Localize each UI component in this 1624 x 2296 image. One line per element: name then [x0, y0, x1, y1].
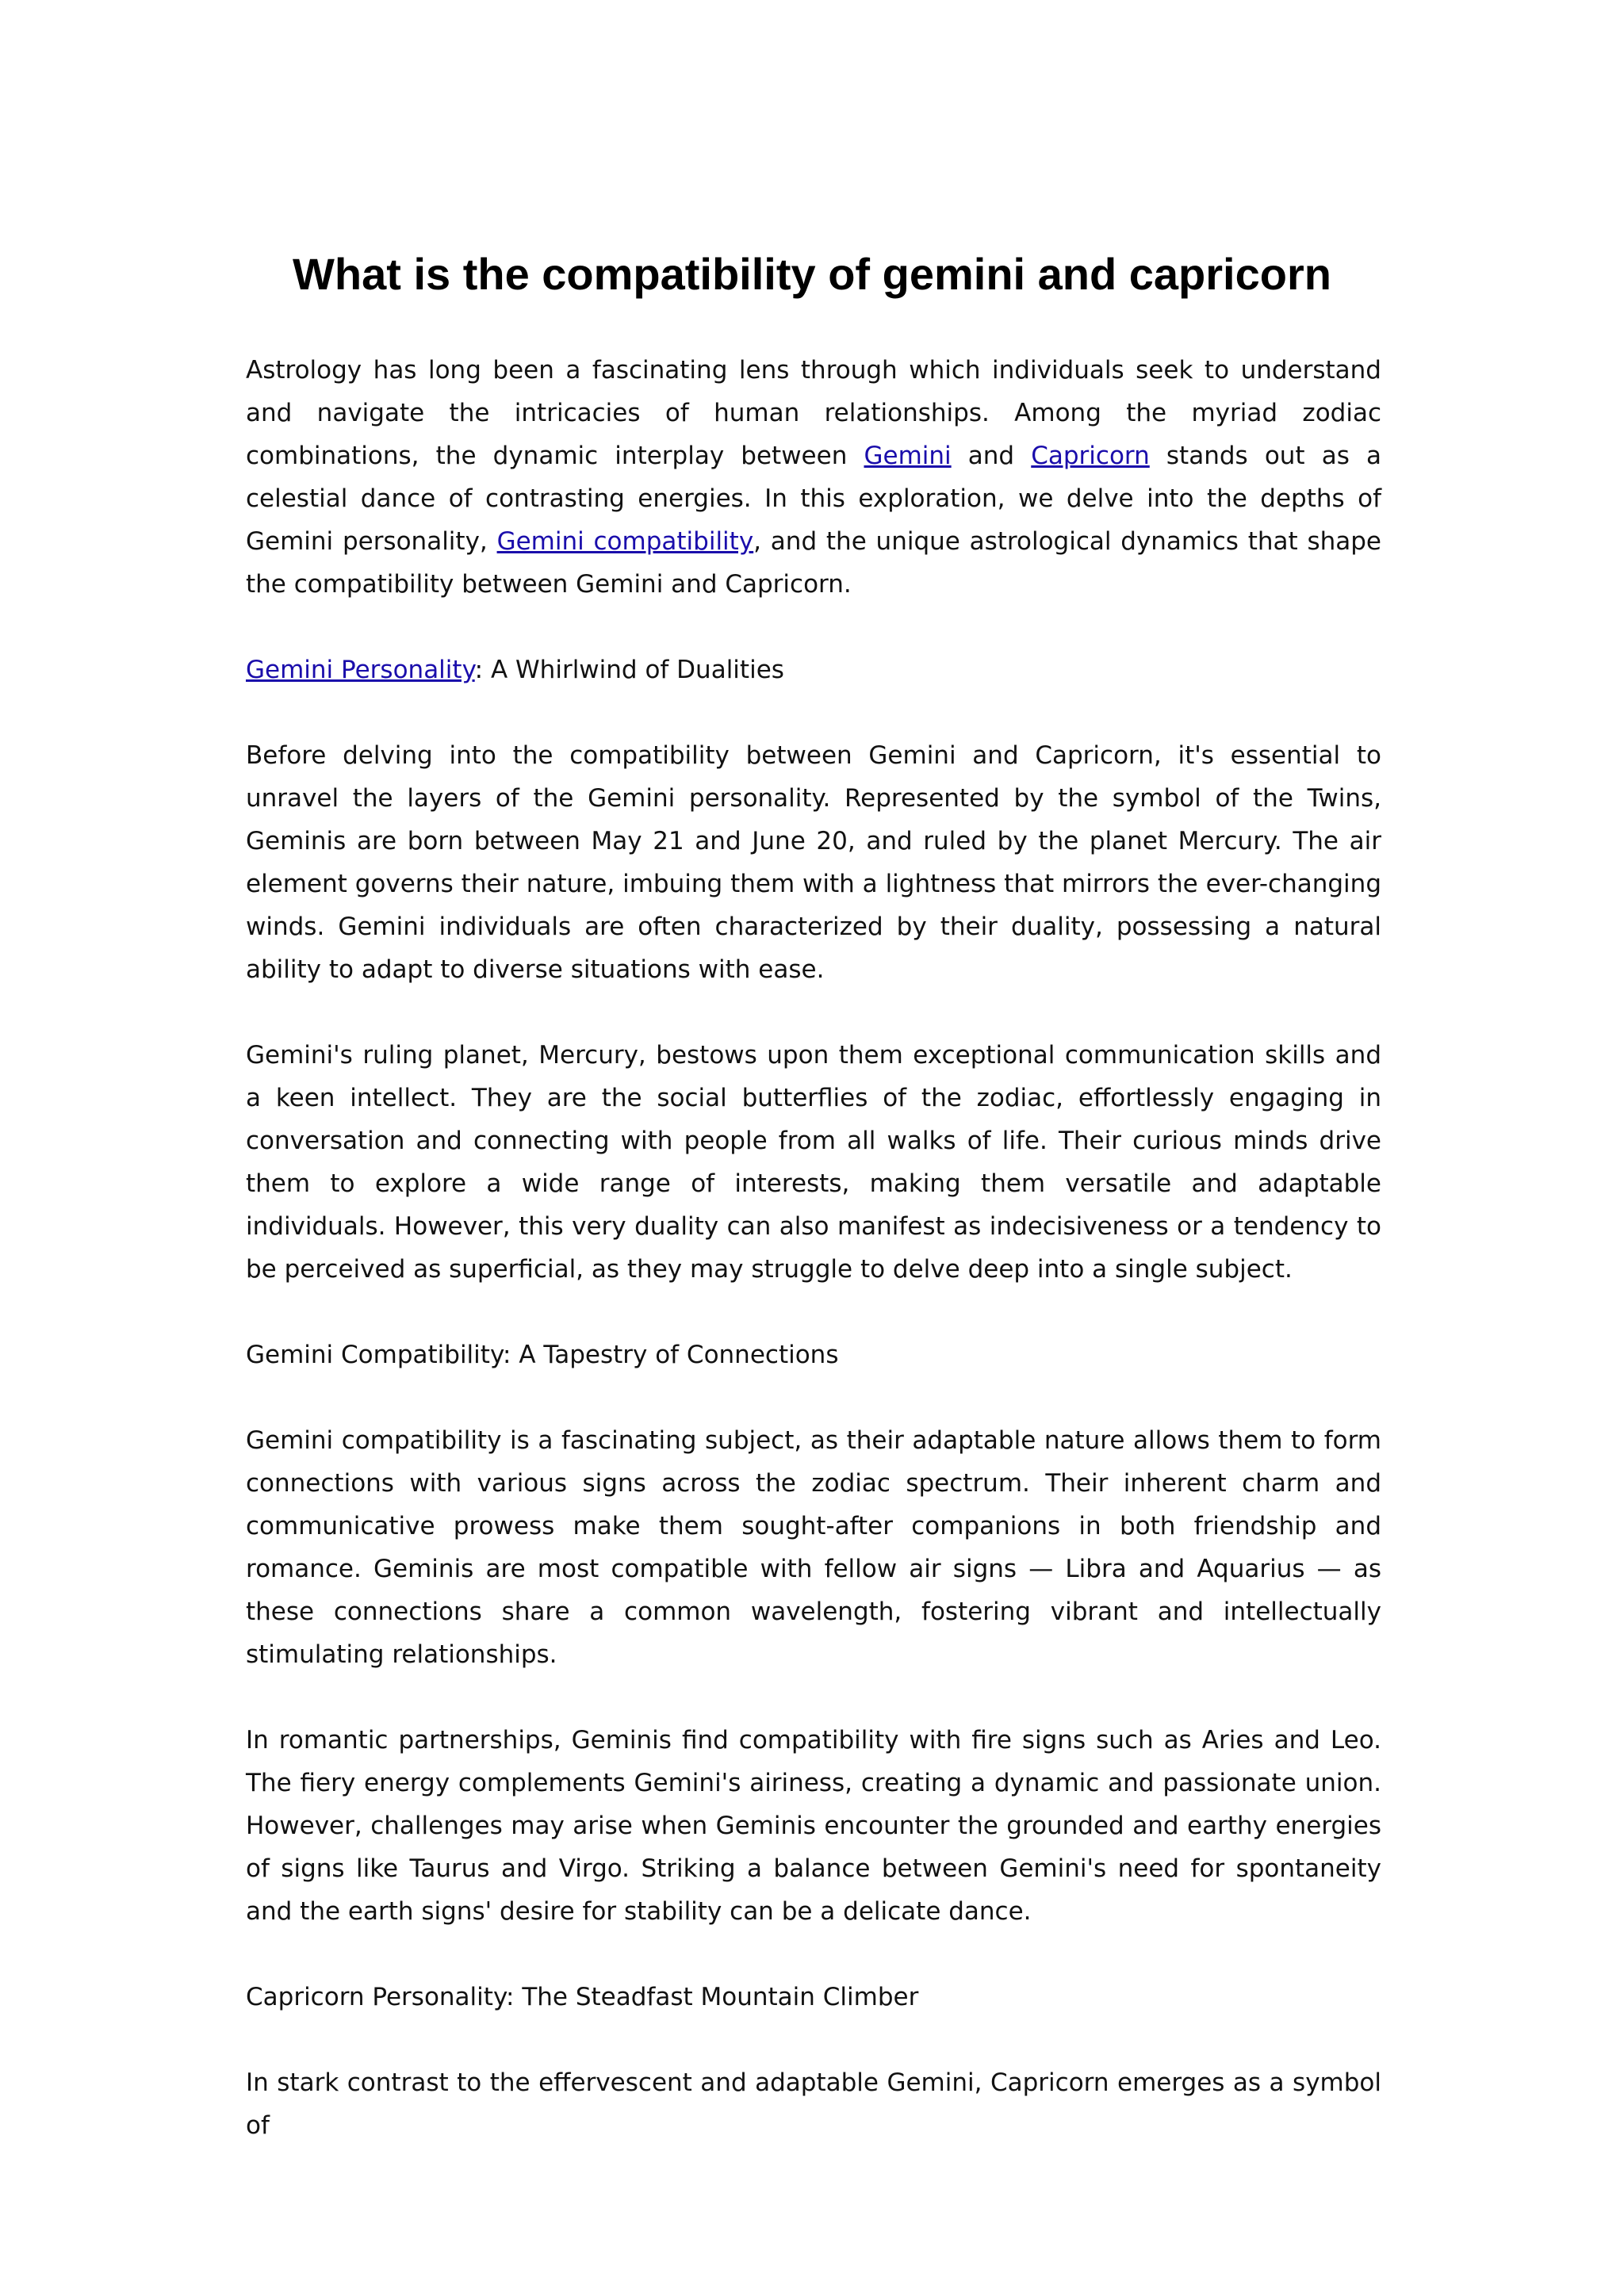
section-heading-gemini-personality: [246, 649, 1381, 691]
intro-text-1: Astrology has long been a fascinating lens through which individuals seek to understand and navigate the intricacies of human relationships. Among the myriad zodiac combinations, the dynamic interplay between: [246, 356, 1381, 470]
gemini-compatibility-paragraph-1: Gemini compatibility is a fascinating subject, as their adaptable nature allows them to form connections with various signs across the zodiac spectrum. Their inherent charm and communicative prowess make them sought-after companions in both friendship and romance. Geminis are most compatible with fellow air signs — Libra and Aquarius — as these connections share a common wavelength, fostering vibrant and intellectually stimulating relationships.: [246, 1426, 1381, 1669]
intro-text-3: stands out as a celestial dance of contrasting energies. In this exploration, we delve into the depths of Gemini personality,: [246, 442, 1381, 556]
gemini-link[interactable]: Gemini: [864, 442, 952, 470]
gemini-compatibility-paragraph-2: In romantic partnerships, Geminis find compatibility with fire signs such as Aries and Leo. The fiery energy complements Gemini's airiness, creating a dynamic and passionate union. However, challenges may arise when Geminis encounter the grounded and earthy energies of signs like Taurus and Virgo. Striking a balance between Gemini's need for spontaneity and the earth signs' desire for stability can be a delicate dance.: [246, 1726, 1381, 1926]
section-heading-capricorn-personality: Capricorn Personality: The Steadfast Mountain Climber: [246, 1983, 919, 2011]
gemini-compatibility-link[interactable]: Gemini compatibility: [496, 527, 754, 556]
intro-paragraph: [246, 349, 1381, 606]
capricorn-link[interactable]: Capricorn: [1031, 442, 1150, 470]
section-heading-gemini-personality-text: : A Whirlwind of Dualities: [474, 656, 784, 684]
gemini-personality-paragraph-1: Before delving into the compatibility between Gemini and Capricorn, it's essential to unravel the layers of the Gemini personality. Represented by the symbol of the Twins, Geminis are born between May 21 and June 20, and ruled by the planet Mercury. The air element governs their nature, imbuing them with a lightness that mirrors the ever-changing winds. Gemini individuals are often characterized by their duality, possessing a natural ability to adapt to diverse situations with ease.: [246, 741, 1381, 984]
page-title: What is the compatibility of gemini and capricorn: [293, 249, 1331, 299]
intro-text-4: , and the unique astrological dynamics that shape the compatibility between Gemini and Capricorn.: [246, 527, 1381, 599]
section-heading-gemini-compatibility: Gemini Compatibility: A Tapestry of Connections: [246, 1341, 839, 1369]
capricorn-personality-paragraph-1: In stark contrast to the effervescent and adaptable Gemini, Capricorn emerges as a symbol of: [246, 2068, 1381, 2140]
article-body: [246, 349, 1381, 2190]
gemini-personality-link[interactable]: Gemini Personality: [246, 656, 475, 684]
gemini-personality-paragraph-2: Gemini's ruling planet, Mercury, bestows upon them exceptional communication skills and a keen intellect. They are the social butterflies of the zodiac, effortlessly engaging in conversation and connecting with people from all walks of life. Their curious minds drive them to explore a wide range of interests, making them versatile and adaptable individuals. However, this very duality can also manifest as indecisiveness or a tendency to be perceived as superficial, as they may struggle to delve deep into a single subject.: [246, 1041, 1381, 1284]
intro-text-2: and: [951, 442, 1032, 470]
